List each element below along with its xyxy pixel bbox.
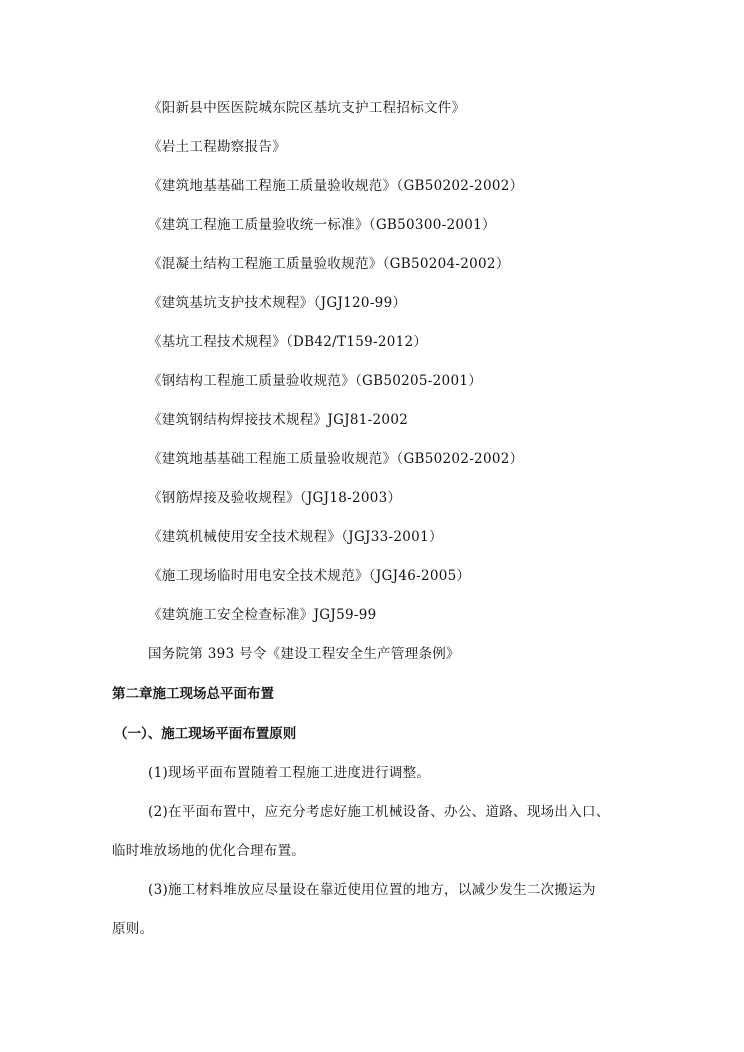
reference-item: 《建筑基坑支护技术规程》（JGJ120-99）	[148, 295, 407, 311]
reference-item: 《施工现场临时用电安全技术规范》（JGJ46-2005）	[148, 568, 471, 584]
reference-item: 《岩土工程勘察报告》	[148, 139, 286, 155]
reference-item: 《混凝土结构工程施工质量验收规范》（GB50204-2002）	[148, 256, 510, 272]
reference-item: 《建筑机械使用安全技术规程》（JGJ33-2001）	[148, 529, 443, 545]
principle-1: (1)现场平面布置随着工程施工进度进行调整。	[148, 765, 431, 781]
reference-item: 《阳新县中医医院城东院区基坑支护工程招标文件》	[148, 100, 466, 116]
reference-item: 《钢筋焊接及验收规程》（JGJ18-2003）	[148, 490, 402, 506]
principle-3-line-1: (3)施工材料堆放应尽量设在靠近使用位置的地方，以减少发生二次搬运为	[148, 882, 596, 898]
reference-item: 国务院第 393 号令《建设工程安全生产管理条例》	[148, 646, 460, 662]
reference-item: 《建筑钢结构焊接技术规程》JGJ81-2002	[148, 412, 409, 428]
reference-item: 《基坑工程技术规程》（DB42/T159-2012）	[148, 334, 428, 350]
principle-2-line-1: (2)在平面布置中，应充分考虑好施工机械设备、办公、道路、现场出入口、	[148, 804, 610, 820]
reference-item: 《钢结构工程施工质量验收规范》（GB50205-2001）	[148, 373, 483, 389]
principle-2-line-2: 临时堆放场地的优化合理布置。	[112, 843, 306, 859]
reference-item: 《建筑地基基础工程施工质量验收规范》（GB50202-2002）	[148, 451, 524, 467]
reference-item: 《建筑工程施工质量验收统一标准》（GB50300-2001）	[148, 217, 496, 233]
reference-item: 《建筑施工安全检查标准》JGJ59-99	[148, 607, 377, 623]
chapter-title: 第二章施工现场总平面布置	[112, 686, 274, 702]
reference-item: 《建筑地基基础工程施工质量验收规范》（GB50202-2002）	[148, 178, 524, 194]
principle-3-line-2: 原则。	[112, 921, 154, 937]
section-title: （一）、施工现场平面布置原则	[114, 726, 297, 742]
